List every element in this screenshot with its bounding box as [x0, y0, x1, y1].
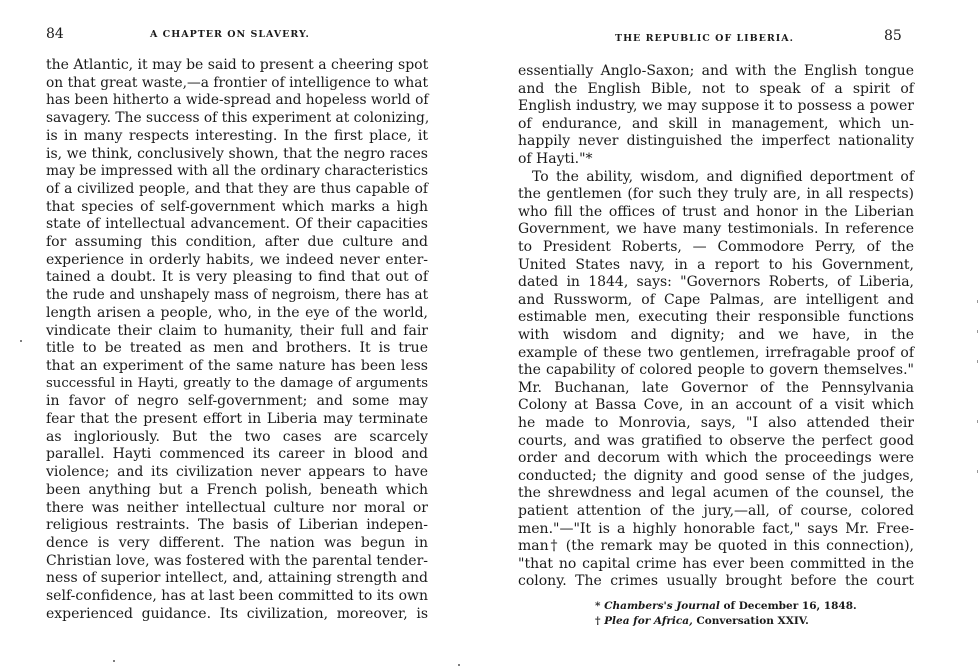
footnote-text: Conversation XXIV.: [692, 615, 809, 627]
text-line: estimable men, executing their responsible functions: [518, 309, 914, 326]
text-line: courts, and was gratified to observe the perfect good: [518, 432, 914, 449]
text-line: title to be treated as men and brothers. It is true: [46, 340, 428, 357]
text-line: the shrewdness and legal acumen of the counsel, the: [518, 485, 914, 502]
text-line: Christian love, was fostered with the parental tender-: [46, 552, 428, 569]
scan-speck: [20, 340, 22, 342]
text-line: conducted; the dignity and good sense of the judges,: [518, 467, 914, 484]
text-line: that species of self-government which marks a high: [46, 198, 428, 215]
scan-speck: [458, 664, 460, 666]
text-line: savagery. The success of this experiment at colonizing,: [46, 110, 430, 127]
text-line: men."—"It is a highly honorable fact," says Mr. Free-: [518, 520, 914, 537]
text-line: and Russworm, of Cape Palmas, are intelligent and: [518, 291, 914, 308]
text-line: with wisdom and dignity; and we have, in the: [518, 327, 914, 343]
text-line: colony. The crimes usually brought before the court: [518, 573, 914, 590]
text-line: parallel. Hayti commenced its career in blood and: [46, 446, 428, 463]
text-line: religious restraints. The basis of Liberian indepen-: [46, 517, 428, 534]
footnote-text: of December 16, 1848.: [719, 600, 857, 612]
text-line: fear that the present effort in Liberia may terminate: [46, 411, 428, 427]
scan-edge-mark: [977, 360, 978, 363]
text-line: on that great waste,—a frontier of intelligence to what: [46, 74, 428, 91]
text-line: the rude and unshapely mass of negroism, there has at: [46, 287, 428, 304]
footnote: [595, 600, 857, 613]
text-line: the gentlemen (for such they truly are, in all respects): [518, 186, 914, 203]
footnote-title: Chambers's Journal: [604, 600, 720, 612]
text-line: "that no capital crime has ever been committed in the: [518, 555, 914, 572]
page-number: 85: [884, 28, 902, 44]
scan-speck: [113, 660, 115, 662]
text-line: as ingloriously. But the two cases are scarcely: [46, 428, 428, 445]
text-line: order and decorum with which the proceedings were: [518, 450, 914, 467]
text-line: English industry, we may suppose it to possess a power: [518, 98, 914, 115]
footnote-mark: †: [595, 615, 601, 627]
text-line: experience in orderly habits, we indeed never enter-: [46, 251, 428, 268]
footnote-mark: *: [595, 600, 601, 612]
text-line: has been hitherto a wide-spread and hopeless world of: [46, 92, 429, 109]
scan-edge-mark: [977, 300, 978, 303]
text-line: of Hayti."*: [518, 151, 593, 167]
text-line: dated in 1844, says: "Governors Roberts, of Liberia,: [518, 274, 914, 291]
text-line: vindicate their claim to humanity, their full and fair: [46, 322, 428, 339]
text-line: To the ability, wisdom, and dignified deportment of: [532, 168, 914, 185]
text-line: length arisen a people, who, in the eye of the world,: [46, 304, 428, 321]
text-line: man† (the remark may be quoted in this connection),: [518, 538, 914, 555]
text-line: that an experiment of the same nature has been less: [46, 357, 428, 374]
text-line: experienced guidance. Its civilization, moreover, is: [46, 605, 428, 622]
text-line: patient attention of the jury,—all, of course, colored: [518, 503, 914, 519]
text-line: of a civilized people, and that they are thus capable of: [46, 180, 428, 197]
text-line: Colony at Bassa Cove, in an account of a visit which: [518, 397, 914, 414]
text-line: in favor of negro self-government; and some may: [46, 393, 428, 410]
text-line: is, we think, conclusively shown, that the negro races: [46, 145, 428, 162]
text-line: to President Roberts, — Commodore Perry, of the: [518, 239, 914, 255]
text-line: happily never distinguished the imperfect nationality: [518, 133, 914, 150]
text-line: the Atlantic, it may be said to present a cheering spot: [46, 57, 429, 73]
text-line: the capability of colored people to govern themselves.": [518, 362, 914, 379]
text-line: example of these two gentlemen, irrefragable proof of: [518, 344, 914, 361]
text-line: he made to Monrovia, says, "I also attended their: [518, 415, 914, 431]
text-line: successful in Hayti, greatly to the damage of arguments: [46, 375, 428, 391]
text-line: is in many respects interesting. In the first place, it: [46, 127, 428, 144]
page-number: 84: [46, 26, 64, 42]
footnote: [595, 615, 809, 628]
text-line: Government, we have many testimonials. In reference: [518, 221, 914, 238]
text-line: violence; and its civilization never appears to have: [46, 464, 428, 481]
text-line: there was neither intellectual culture nor moral or: [46, 499, 428, 516]
text-line: ness of superior intellect, and, attaining strength and: [46, 570, 428, 587]
text-line: tained a doubt. It is very pleasing to find that out of: [46, 269, 428, 286]
text-line: who fill the offices of trust and honor in the Liberian: [518, 203, 914, 220]
scan-edge-mark: [977, 470, 978, 473]
text-line: of endurance, and skill in management, which un-: [518, 115, 914, 132]
left-page: [0, 0, 470, 671]
scan-edge-mark: [977, 420, 978, 423]
text-line: Mr. Buchanan, late Governor of the Pennsylvania: [518, 379, 914, 396]
scan-edge-mark: [977, 330, 978, 333]
text-line: been anything but a French polish, beneath which: [46, 481, 428, 498]
text-line: for assuming this condition, after due culture and: [46, 234, 428, 250]
text-line: United States navy, in a report to his Government,: [518, 256, 914, 273]
text-line: self-confidence, has at last been committed to its own: [46, 588, 428, 604]
text-line: may be impressed with all the ordinary characteristics: [46, 163, 428, 180]
running-head: THE REPUBLIC OF LIBERIA.: [615, 33, 794, 44]
text-line: essentially Anglo-Saxon; and with the English tongue: [518, 63, 914, 79]
running-head: A CHAPTER ON SLAVERY.: [150, 29, 310, 40]
text-line: and the English Bible, not to speak of a spirit of: [518, 80, 914, 97]
text-line: dence is very different. The nation was begun in: [46, 534, 428, 551]
text-line: state of intellectual advancement. Of their capacities: [46, 216, 428, 233]
right-page: [490, 0, 980, 671]
footnote-title: Plea for Africa,: [604, 615, 693, 627]
